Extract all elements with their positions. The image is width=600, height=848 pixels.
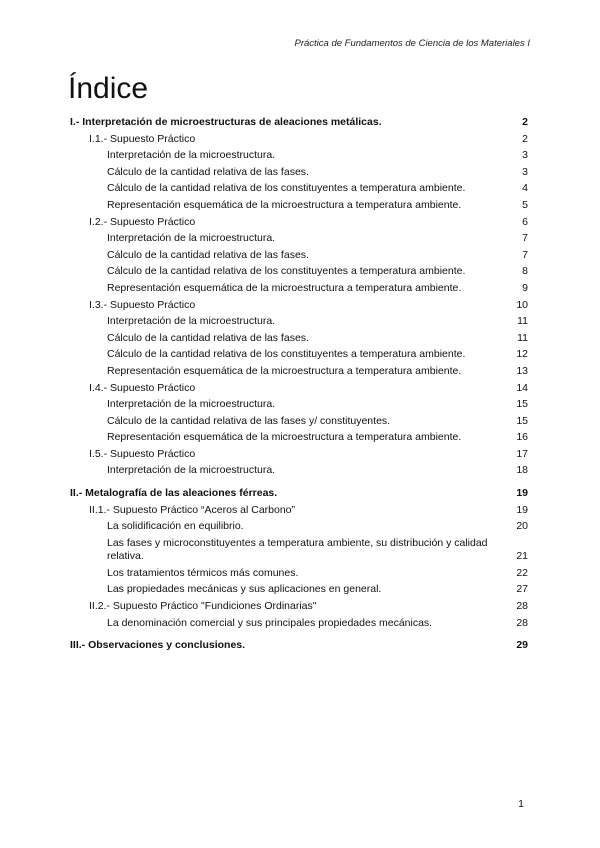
toc-entry-page: 7 bbox=[522, 232, 528, 245]
toc-entry-page: 8 bbox=[522, 265, 528, 278]
toc-entry-page: 11 bbox=[517, 315, 528, 328]
toc-entry-page: 15 bbox=[516, 414, 528, 427]
toc-entry[interactable] bbox=[70, 637, 528, 654]
toc-entry-page: 21 bbox=[516, 549, 528, 562]
toc-entry-title: Representación esquemática de la microestructura a temperatura ambiente. bbox=[107, 281, 462, 294]
toc-entry[interactable] bbox=[70, 565, 528, 582]
toc-entry[interactable] bbox=[70, 197, 528, 214]
toc-entry[interactable] bbox=[70, 537, 528, 563]
toc-entry-page: 12 bbox=[516, 348, 528, 361]
toc-entry[interactable] bbox=[70, 413, 528, 430]
toc-entry[interactable] bbox=[70, 230, 528, 247]
toc-entry[interactable] bbox=[70, 396, 528, 413]
toc-entry-page: 11 bbox=[517, 331, 528, 344]
toc-entry[interactable] bbox=[70, 180, 528, 197]
table-of-contents bbox=[70, 114, 528, 654]
toc-entry[interactable] bbox=[70, 297, 528, 314]
toc-entry-page: 10 bbox=[516, 298, 528, 311]
toc-entry[interactable] bbox=[70, 280, 528, 297]
toc-entry[interactable] bbox=[70, 581, 528, 598]
toc-entry-title: I.3.- Supuesto Práctico bbox=[89, 298, 196, 311]
toc-entry-page: 19 bbox=[516, 503, 528, 516]
toc-entry-page: 17 bbox=[516, 447, 528, 460]
toc-entry-page: 15 bbox=[516, 398, 528, 411]
toc-entry-page: 5 bbox=[522, 198, 528, 211]
page-number: 1 bbox=[518, 798, 524, 810]
toc-entry-page: 13 bbox=[516, 364, 528, 377]
toc-entry-page: 2 bbox=[522, 132, 528, 145]
toc-entry-title: I.- Interpretación de microestructuras de aleaciones metálicas. bbox=[70, 116, 382, 128]
toc-entry[interactable] bbox=[70, 518, 528, 535]
toc-entry-title: Representación esquemática de la microestructura a temperatura ambiente. bbox=[107, 431, 462, 444]
toc-entry-page: 9 bbox=[522, 281, 528, 294]
toc-entry[interactable] bbox=[70, 131, 528, 148]
toc-entry[interactable] bbox=[70, 615, 528, 632]
toc-entry-title: Representación esquemática de la microestructura a temperatura ambiente. bbox=[107, 198, 462, 211]
toc-entry-page: 4 bbox=[522, 182, 528, 195]
toc-entry[interactable] bbox=[70, 485, 528, 502]
running-header: Práctica de Fundamentos de Ciencia de los Materiales I bbox=[294, 38, 530, 49]
toc-entry-title: II.1.- Supuesto Práctico “Aceros al Carbono” bbox=[89, 503, 296, 516]
toc-entry-title: Cálculo de la cantidad relativa de los constituyentes a temperatura ambiente. bbox=[107, 348, 466, 361]
page-title: Índice bbox=[68, 72, 149, 105]
toc-entry-title: Cálculo de la cantidad relativa de las fases y/ constituyentes. bbox=[107, 414, 391, 427]
toc-entry-title: Interpretación de la microestructura. bbox=[107, 464, 276, 477]
toc-entry-page: 3 bbox=[522, 165, 528, 178]
toc-entry-page: 3 bbox=[522, 149, 528, 162]
toc-entry[interactable] bbox=[70, 147, 528, 164]
toc-entry[interactable] bbox=[70, 429, 528, 446]
toc-entry-page: 28 bbox=[516, 600, 528, 613]
toc-entry-page: 20 bbox=[516, 520, 528, 533]
toc-entry-title: Interpretación de la microestructura. bbox=[107, 149, 276, 162]
toc-entry[interactable] bbox=[70, 446, 528, 463]
toc-entry-title: I.5.- Supuesto Práctico bbox=[89, 447, 196, 460]
toc-entry-page: 7 bbox=[522, 248, 528, 261]
toc-entry-page: 6 bbox=[522, 215, 528, 228]
toc-entry[interactable] bbox=[70, 247, 528, 264]
toc-entry-title: Los tratamientos térmicos más comunes. bbox=[107, 566, 299, 579]
toc-entry[interactable] bbox=[70, 330, 528, 347]
toc-entry-page: 22 bbox=[516, 566, 528, 579]
toc-entry-page: 28 bbox=[516, 616, 528, 629]
toc-entry[interactable] bbox=[70, 462, 528, 479]
toc-entry-title: Interpretación de la microestructura. bbox=[107, 232, 276, 245]
toc-entry-title: Las fases y microconstituyentes a temperatura ambiente, su distribución y calidad relativa. bbox=[107, 536, 488, 562]
toc-entry-title: Cálculo de la cantidad relativa de las fases. bbox=[107, 331, 309, 344]
toc-entry-title: I.2.- Supuesto Práctico bbox=[89, 215, 196, 228]
toc-entry[interactable] bbox=[70, 380, 528, 397]
toc-entry-title: Cálculo de la cantidad relativa de las fases. bbox=[107, 165, 309, 178]
toc-entry[interactable] bbox=[70, 263, 528, 280]
toc-entry-page: 2 bbox=[522, 116, 528, 128]
toc-entry[interactable] bbox=[70, 346, 528, 363]
toc-entry[interactable] bbox=[70, 214, 528, 231]
toc-entry-title: Interpretación de la microestructura. bbox=[107, 315, 276, 328]
toc-entry-title: Representación esquemática de la microestructura a temperatura ambiente. bbox=[107, 364, 462, 377]
toc-entry-title: III.- Observaciones y conclusiones. bbox=[70, 639, 246, 652]
toc-entry[interactable] bbox=[70, 313, 528, 330]
toc-entry-page: 16 bbox=[516, 431, 528, 444]
toc-entry-title: Cálculo de la cantidad relativa de las fases. bbox=[107, 248, 309, 261]
toc-entry-title: La solidificación en equilibrio. bbox=[107, 520, 244, 533]
toc-entry[interactable] bbox=[70, 114, 528, 131]
toc-entry[interactable] bbox=[70, 164, 528, 181]
toc-entry-title: I.1.- Supuesto Práctico bbox=[89, 132, 196, 145]
toc-entry-page: 18 bbox=[516, 464, 528, 477]
toc-entry[interactable] bbox=[70, 598, 528, 615]
toc-entry-page: 29 bbox=[516, 639, 528, 652]
toc-entry-title: II.- Metalografía de las aleaciones férreas. bbox=[70, 487, 278, 500]
toc-entry[interactable] bbox=[70, 363, 528, 380]
toc-entry-title: II.2.- Supuesto Práctico "Fundiciones Ordinarias" bbox=[89, 600, 317, 613]
toc-entry-title: Interpretación de la microestructura. bbox=[107, 398, 276, 411]
toc-entry-page: 14 bbox=[516, 381, 528, 394]
toc-entry-title: Las propiedades mecánicas y sus aplicaciones en general. bbox=[107, 583, 382, 596]
toc-entry[interactable] bbox=[70, 502, 528, 519]
toc-entry-title: La denominación comercial y sus principales propiedades mecánicas. bbox=[107, 616, 433, 629]
toc-entry-page: 27 bbox=[516, 583, 528, 596]
toc-entry-title: I.4.- Supuesto Práctico bbox=[89, 381, 196, 394]
toc-entry-page: 19 bbox=[516, 487, 528, 500]
toc-entry-title: Cálculo de la cantidad relativa de los constituyentes a temperatura ambiente. bbox=[107, 265, 466, 278]
toc-entry-title: Cálculo de la cantidad relativa de los constituyentes a temperatura ambiente. bbox=[107, 182, 466, 195]
